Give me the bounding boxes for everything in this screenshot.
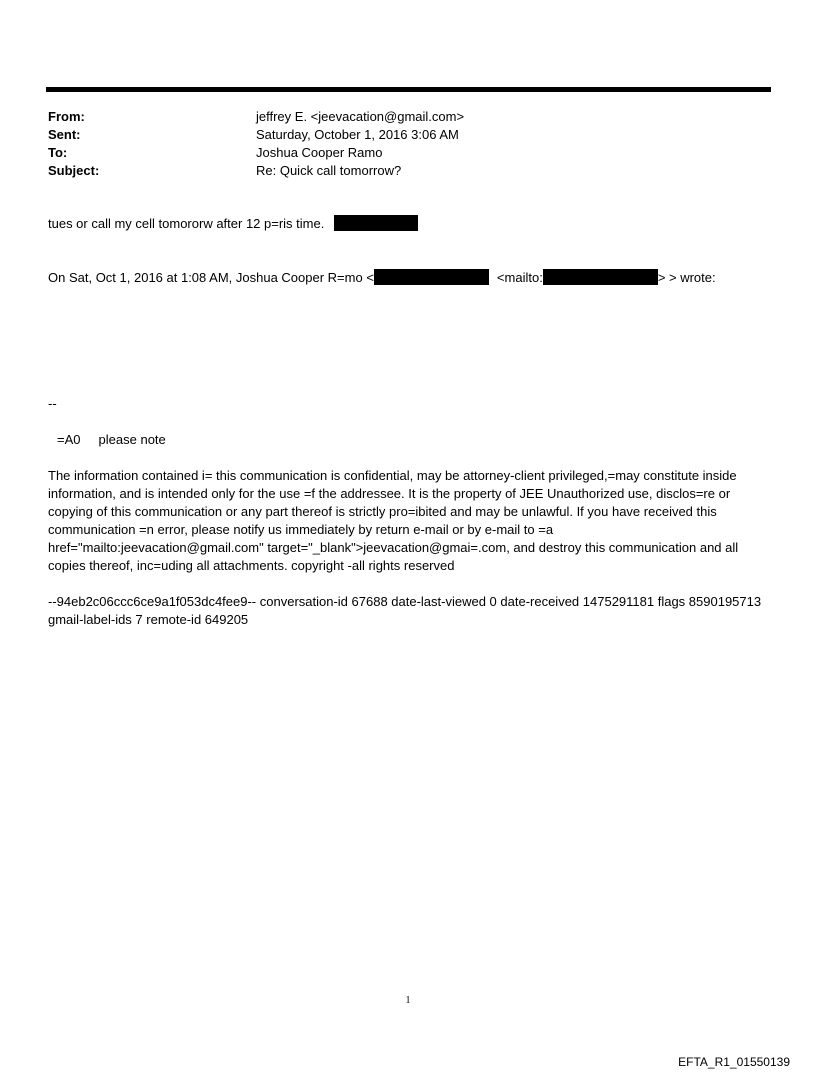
note-line: =A0 please note	[57, 432, 166, 447]
sent-row	[48, 126, 748, 144]
to-value: Joshua Cooper Ramo	[256, 145, 383, 160]
document-id: EFTA_R1_01550139	[678, 1055, 790, 1069]
header-divider	[46, 87, 771, 92]
message-metadata: --94eb2c06ccc6ce9a1f053dc4fee9-- conversation-id 67688 date-last-viewed 0 date-received 1475291181 flags 8590195713 gmail-label-ids 7 remote-id 649205	[48, 594, 762, 627]
confidentiality-disclaimer: The information contained i= this communication is confidential, may be attorney-client privileged,=may constitute inside information, and is intended only for the use =f the addressee. It is the property of JEE Unauthorized use, disclos=re or copying of this communication or any part thereof is strictly pro=ibited and may be unlawful. If you have received this communication =n error, please notify us immediately by return e-mail or by e-mail to =a href="mailto:jeevacation@gmail.com" target="_blank">jeevacation@gmai=.com, and destroy this communication and all copies thereof, inc=uding all attachments. copyright -all rights reserved	[48, 468, 739, 573]
quote-mailto: <mailto:	[496, 270, 543, 285]
quote-attribution-line	[48, 269, 716, 287]
sent-value: Saturday, October 1, 2016 3:06 AM	[256, 127, 459, 142]
reply-text: tues or call my cell tomororw after 12 p=ris time.	[48, 216, 325, 231]
to-row	[48, 144, 748, 162]
from-label: From:	[48, 109, 85, 124]
subject-row	[48, 162, 748, 180]
quote-suffix: > > wrote:	[657, 270, 716, 285]
subject-value: Re: Quick call tomorrow?	[256, 163, 402, 178]
redaction-bar	[543, 269, 658, 285]
redaction-bar	[374, 269, 489, 285]
page-number: 1	[405, 995, 411, 1006]
sent-label: Sent:	[48, 127, 81, 142]
from-value: jeffrey E. <jeevacation@gmail.com>	[256, 109, 465, 124]
signature-separator: --	[48, 396, 57, 411]
reply-line	[48, 215, 418, 233]
from-row	[48, 108, 748, 126]
redaction-bar	[334, 215, 418, 231]
email-header	[48, 108, 748, 180]
quote-prefix: On Sat, Oct 1, 2016 at 1:08 AM, Joshua Cooper R=mo <	[48, 270, 374, 285]
subject-label: Subject:	[48, 163, 100, 178]
to-label: To:	[48, 145, 68, 160]
